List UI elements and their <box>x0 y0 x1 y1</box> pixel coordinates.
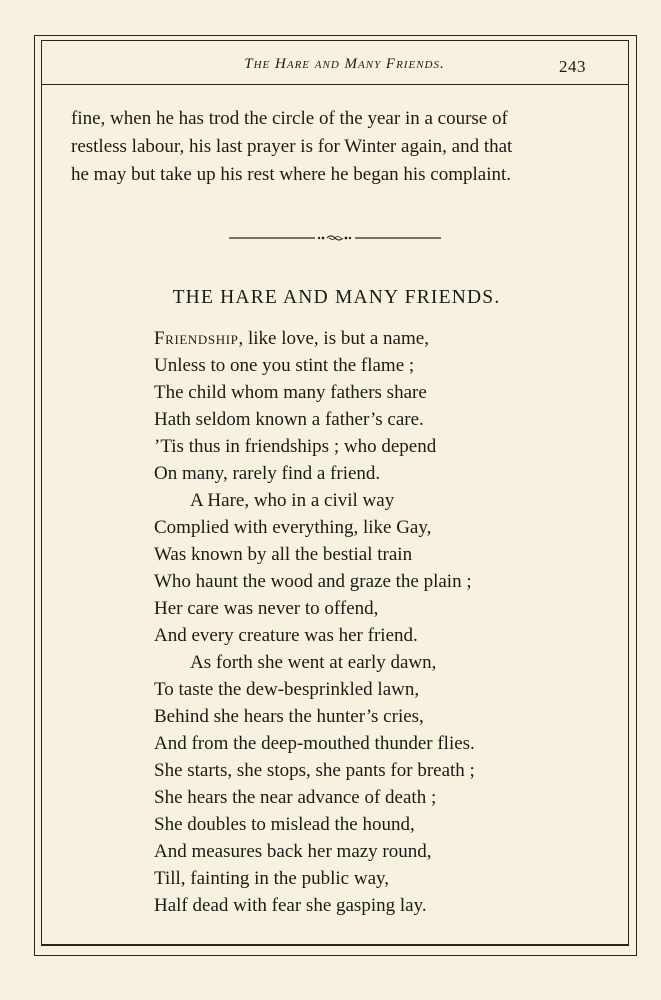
poem-line: Her care was never to offend, <box>154 598 379 619</box>
poem-first-line-rest: , like love, is but a name, <box>238 328 429 349</box>
prose-line: he may but take up his rest where he began his complaint. <box>71 164 512 185</box>
poem-line: On many, rarely find a friend. <box>154 463 381 484</box>
poem-line: She hears the near advance of death ; <box>154 787 437 808</box>
prose-line: restless labour, his last prayer is for Winter again, and that <box>71 136 513 157</box>
page-number: 243 <box>559 57 586 76</box>
poem-line: Till, fainting in the public way, <box>154 868 390 889</box>
poem-line: ’Tis thus in friendships ; who depend <box>154 436 437 457</box>
poem-line: She starts, she stops, she pants for breath ; <box>154 760 475 781</box>
running-head-text: The Hare and Many Friends. <box>244 56 445 72</box>
poem-line: Behind she hears the hunter’s cries, <box>154 706 424 727</box>
prose-paragraph <box>71 105 601 189</box>
poem-line: To taste the dew-besprinkled lawn, <box>154 679 420 700</box>
poem-line: A Hare, who in a civil way <box>190 490 395 511</box>
poem-line: The child whom many fathers share <box>154 382 427 403</box>
poem-line <box>154 325 574 352</box>
poem-first-word: Friendship <box>154 328 239 349</box>
poem-line: And from the deep-mouthed thunder flies. <box>154 733 475 754</box>
poem-line: Hath seldom known a father’s care. <box>154 409 424 430</box>
poem-line: As forth she went at early dawn, <box>190 652 437 673</box>
poem-body <box>154 325 574 919</box>
poem-line: Was known by all the bestial train <box>154 544 413 565</box>
poem-line: Unless to one you stint the flame ; <box>154 355 415 376</box>
poem-line: She doubles to mislead the hound, <box>154 814 415 835</box>
poem-line: And every creature was her friend. <box>154 625 418 646</box>
header-rule <box>41 84 629 85</box>
poem-title: THE HARE AND MANY FRIENDS. <box>172 287 501 308</box>
poem-line: Who haunt the wood and graze the plain ; <box>154 571 472 592</box>
section-ornament <box>229 232 441 244</box>
poem-line: Half dead with fear she gasping lay. <box>154 895 427 916</box>
prose-line: fine, when he has trod the circle of the year in a course of <box>71 108 508 129</box>
footer-rule <box>41 944 629 945</box>
poem-line: Complied with everything, like Gay, <box>154 517 432 538</box>
poem-line: And measures back her mazy round, <box>154 841 432 862</box>
